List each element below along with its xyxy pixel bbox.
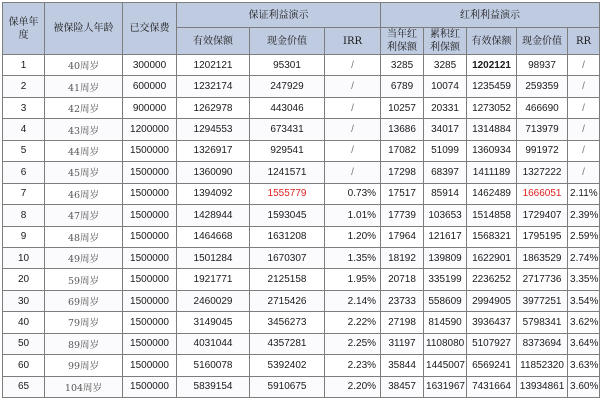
table-row — [3, 333, 600, 354]
cell-guaranteed-cash-value: 929541 — [250, 140, 325, 161]
cell-bonus-irr: 3.54% — [568, 290, 600, 311]
cell-guaranteed-irr: / — [325, 55, 381, 76]
cell-bonus-cash-value: 259359 — [517, 76, 568, 97]
cell-insured-age: 44周岁 — [45, 140, 123, 161]
cell-insured-age: 69周岁 — [45, 290, 123, 311]
cell-bonus-effective-sum: 5107927 — [467, 333, 517, 354]
cell-premium-paid: 1500000 — [123, 376, 177, 397]
cell-bonus-irr: 3.64% — [568, 333, 600, 354]
cell-insured-age: 79周岁 — [45, 312, 123, 333]
cell-annual-bonus: 10257 — [381, 97, 424, 118]
cell-cumulative-bonus: 121617 — [424, 226, 467, 247]
cell-policy-year: 4 — [3, 119, 45, 140]
cell-policy-year: 50 — [3, 333, 45, 354]
cell-bonus-cash-value: 2717736 — [517, 269, 568, 290]
cell-guaranteed-sum: 5160078 — [177, 355, 250, 376]
cell-bonus-effective-sum: 1360934 — [467, 140, 517, 161]
cell-insured-age: 42周岁 — [45, 97, 123, 118]
header-bonus-cash-value: 现金价值 — [517, 28, 568, 55]
benefit-illustration-table — [2, 2, 600, 398]
cell-bonus-irr: / — [568, 76, 600, 97]
cell-guaranteed-sum: 1360090 — [177, 162, 250, 183]
cell-insured-age: 43周岁 — [45, 119, 123, 140]
cell-insured-age: 40周岁 — [45, 55, 123, 76]
cell-bonus-cash-value: 1729407 — [517, 205, 568, 226]
cell-premium-paid: 1500000 — [123, 290, 177, 311]
cell-cumulative-bonus: 1108080 — [424, 333, 467, 354]
cell-guaranteed-irr: 2.25% — [325, 333, 381, 354]
cell-guaranteed-sum: 1501284 — [177, 247, 250, 268]
table-row — [3, 97, 600, 118]
header-premium-paid: 已交保费 — [123, 3, 177, 55]
cell-guaranteed-cash-value: 1593045 — [250, 205, 325, 226]
cell-bonus-effective-sum: 1514858 — [467, 205, 517, 226]
cell-guaranteed-cash-value: 673431 — [250, 119, 325, 140]
cell-guaranteed-sum: 2460029 — [177, 290, 250, 311]
cell-guaranteed-cash-value: 2715426 — [250, 290, 325, 311]
cell-cumulative-bonus: 103653 — [424, 205, 467, 226]
cell-insured-age: 104周岁 — [45, 376, 123, 397]
cell-bonus-effective-sum: 1314884 — [467, 119, 517, 140]
cell-guaranteed-irr: / — [325, 162, 381, 183]
cell-bonus-cash-value: 8373694 — [517, 333, 568, 354]
cell-insured-age: 41周岁 — [45, 76, 123, 97]
cell-insured-age: 59周岁 — [45, 269, 123, 290]
cell-guaranteed-cash-value: 1241571 — [250, 162, 325, 183]
cell-bonus-cash-value: 1795195 — [517, 226, 568, 247]
header-policy-year: 保单年度 — [3, 3, 45, 55]
cell-bonus-cash-value: 1666051 — [517, 183, 568, 204]
cell-cumulative-bonus: 3285 — [424, 55, 467, 76]
cell-annual-bonus: 13686 — [381, 119, 424, 140]
cell-bonus-cash-value: 1327222 — [517, 162, 568, 183]
cell-annual-bonus: 17964 — [381, 226, 424, 247]
cell-bonus-cash-value: 991972 — [517, 140, 568, 161]
table-row — [3, 269, 600, 290]
cell-bonus-effective-sum: 1273052 — [467, 97, 517, 118]
cell-bonus-irr: 2.11% — [568, 183, 600, 204]
header-insured-age: 被保险人年龄 — [45, 3, 123, 55]
cell-guaranteed-cash-value: 1670307 — [250, 247, 325, 268]
cell-guaranteed-irr: 1.01% — [325, 205, 381, 226]
cell-bonus-effective-sum: 1568321 — [467, 226, 517, 247]
cell-guaranteed-cash-value: 5392402 — [250, 355, 325, 376]
header-bonus-effective-sum: 有效保额 — [467, 28, 517, 55]
cell-annual-bonus: 35844 — [381, 355, 424, 376]
cell-bonus-irr: 3.62% — [568, 312, 600, 333]
cell-bonus-irr: 3.60% — [568, 376, 600, 397]
cell-premium-paid: 1500000 — [123, 269, 177, 290]
cell-guaranteed-sum: 1326917 — [177, 140, 250, 161]
cell-bonus-irr: / — [568, 119, 600, 140]
table-header — [3, 3, 600, 55]
cell-cumulative-bonus: 1631967 — [424, 376, 467, 397]
cell-guaranteed-sum: 1262978 — [177, 97, 250, 118]
cell-annual-bonus: 18192 — [381, 247, 424, 268]
cell-cumulative-bonus: 1445007 — [424, 355, 467, 376]
cell-premium-paid: 900000 — [123, 97, 177, 118]
cell-cumulative-bonus: 814590 — [424, 312, 467, 333]
cell-annual-bonus: 3285 — [381, 55, 424, 76]
table-row — [3, 76, 600, 97]
cell-bonus-effective-sum: 2994905 — [467, 290, 517, 311]
cell-bonus-cash-value: 98937 — [517, 55, 568, 76]
cell-bonus-irr: 2.39% — [568, 205, 600, 226]
cell-bonus-effective-sum: 1235459 — [467, 76, 517, 97]
cell-policy-year: 10 — [3, 247, 45, 268]
table-body — [3, 55, 600, 398]
header-effective-sum: 有效保额 — [177, 28, 250, 55]
cell-insured-age: 45周岁 — [45, 162, 123, 183]
table-row — [3, 247, 600, 268]
cell-guaranteed-irr: 2.20% — [325, 376, 381, 397]
table-row — [3, 376, 600, 397]
cell-guaranteed-irr: 1.35% — [325, 247, 381, 268]
cell-annual-bonus: 38457 — [381, 376, 424, 397]
cell-bonus-effective-sum: 6569241 — [467, 355, 517, 376]
cell-policy-year: 7 — [3, 183, 45, 204]
cell-bonus-cash-value: 11852320 — [517, 355, 568, 376]
cell-cumulative-bonus: 335199 — [424, 269, 467, 290]
cell-guaranteed-sum: 1294553 — [177, 119, 250, 140]
header-bonus-benefit: 红利利益演示 — [381, 3, 600, 28]
table-row — [3, 162, 600, 183]
cell-insured-age: 89周岁 — [45, 333, 123, 354]
cell-guaranteed-irr: 1.20% — [325, 226, 381, 247]
cell-annual-bonus: 17739 — [381, 205, 424, 226]
cell-annual-bonus: 17298 — [381, 162, 424, 183]
table-row — [3, 290, 600, 311]
cell-bonus-irr: / — [568, 140, 600, 161]
cell-insured-age: 46周岁 — [45, 183, 123, 204]
cell-premium-paid: 1500000 — [123, 333, 177, 354]
cell-bonus-effective-sum: 1202121 — [467, 55, 517, 76]
cell-premium-paid: 300000 — [123, 55, 177, 76]
cell-bonus-effective-sum: 3936437 — [467, 312, 517, 333]
cell-guaranteed-cash-value: 247929 — [250, 76, 325, 97]
cell-guaranteed-sum: 1202121 — [177, 55, 250, 76]
cell-guaranteed-sum: 3149045 — [177, 312, 250, 333]
table-row — [3, 312, 600, 333]
cell-annual-bonus: 23733 — [381, 290, 424, 311]
table-row — [3, 355, 600, 376]
cell-insured-age: 49周岁 — [45, 247, 123, 268]
cell-guaranteed-sum: 1394092 — [177, 183, 250, 204]
table-row — [3, 205, 600, 226]
cell-guaranteed-cash-value: 95301 — [250, 55, 325, 76]
cell-guaranteed-irr: 1.95% — [325, 269, 381, 290]
cell-bonus-irr: 3.35% — [568, 269, 600, 290]
cell-bonus-irr: 3.63% — [568, 355, 600, 376]
cell-bonus-cash-value: 1863529 — [517, 247, 568, 268]
cell-policy-year: 2 — [3, 76, 45, 97]
cell-cumulative-bonus: 20331 — [424, 97, 467, 118]
cell-annual-bonus: 17517 — [381, 183, 424, 204]
cell-policy-year: 60 — [3, 355, 45, 376]
cell-insured-age: 47周岁 — [45, 205, 123, 226]
cell-premium-paid: 1200000 — [123, 119, 177, 140]
cell-cumulative-bonus: 139809 — [424, 247, 467, 268]
header-cash-value: 现金价值 — [250, 28, 325, 55]
cell-guaranteed-cash-value: 4357281 — [250, 333, 325, 354]
cell-premium-paid: 1500000 — [123, 226, 177, 247]
cell-cumulative-bonus: 558609 — [424, 290, 467, 311]
cell-policy-year: 20 — [3, 269, 45, 290]
cell-guaranteed-irr: 2.14% — [325, 290, 381, 311]
cell-bonus-cash-value: 466690 — [517, 97, 568, 118]
cell-policy-year: 5 — [3, 140, 45, 161]
cell-bonus-effective-sum: 1462489 — [467, 183, 517, 204]
cell-bonus-effective-sum: 1411189 — [467, 162, 517, 183]
cell-policy-year: 1 — [3, 55, 45, 76]
cell-premium-paid: 600000 — [123, 76, 177, 97]
cell-cumulative-bonus: 68397 — [424, 162, 467, 183]
table-row — [3, 119, 600, 140]
cell-guaranteed-sum: 5839154 — [177, 376, 250, 397]
cell-cumulative-bonus: 10074 — [424, 76, 467, 97]
cell-guaranteed-sum: 4031044 — [177, 333, 250, 354]
cell-policy-year: 8 — [3, 205, 45, 226]
cell-bonus-irr: 2.74% — [568, 247, 600, 268]
cell-insured-age: 48周岁 — [45, 226, 123, 247]
cell-annual-bonus: 20718 — [381, 269, 424, 290]
cell-policy-year: 9 — [3, 226, 45, 247]
cell-guaranteed-irr: 0.73% — [325, 183, 381, 204]
cell-guaranteed-sum: 1428944 — [177, 205, 250, 226]
header-bonus-irr: RR — [568, 28, 600, 55]
cell-policy-year: 30 — [3, 290, 45, 311]
cell-bonus-effective-sum: 7431664 — [467, 376, 517, 397]
table-row — [3, 183, 600, 204]
cell-bonus-cash-value: 13934861 — [517, 376, 568, 397]
cell-cumulative-bonus: 85914 — [424, 183, 467, 204]
cell-policy-year: 3 — [3, 97, 45, 118]
table-row — [3, 140, 600, 161]
cell-cumulative-bonus: 51099 — [424, 140, 467, 161]
header-row-group — [3, 3, 600, 28]
cell-annual-bonus: 6789 — [381, 76, 424, 97]
cell-guaranteed-cash-value: 1631208 — [250, 226, 325, 247]
cell-bonus-irr: / — [568, 162, 600, 183]
cell-premium-paid: 1500000 — [123, 247, 177, 268]
cell-bonus-irr: / — [568, 55, 600, 76]
cell-bonus-effective-sum: 1622901 — [467, 247, 517, 268]
cell-guaranteed-irr: / — [325, 119, 381, 140]
cell-bonus-irr: / — [568, 97, 600, 118]
cell-insured-age: 99周岁 — [45, 355, 123, 376]
cell-guaranteed-irr: / — [325, 140, 381, 161]
cell-bonus-cash-value: 5798341 — [517, 312, 568, 333]
cell-guaranteed-sum: 1464668 — [177, 226, 250, 247]
cell-cumulative-bonus: 34017 — [424, 119, 467, 140]
cell-guaranteed-irr: / — [325, 97, 381, 118]
cell-policy-year: 65 — [3, 376, 45, 397]
cell-guaranteed-sum: 1232174 — [177, 76, 250, 97]
header-cumulative-bonus: 累积红利保额 — [424, 28, 467, 55]
cell-premium-paid: 1500000 — [123, 140, 177, 161]
header-irr: IRR — [325, 28, 381, 55]
cell-premium-paid: 1500000 — [123, 312, 177, 333]
table-row — [3, 226, 600, 247]
cell-policy-year: 40 — [3, 312, 45, 333]
cell-bonus-cash-value: 3977251 — [517, 290, 568, 311]
cell-guaranteed-irr: 2.23% — [325, 355, 381, 376]
cell-guaranteed-irr: 2.22% — [325, 312, 381, 333]
cell-bonus-effective-sum: 2236252 — [467, 269, 517, 290]
cell-premium-paid: 1500000 — [123, 355, 177, 376]
cell-guaranteed-cash-value: 5910675 — [250, 376, 325, 397]
cell-guaranteed-cash-value: 1555779 — [250, 183, 325, 204]
cell-bonus-cash-value: 713979 — [517, 119, 568, 140]
cell-annual-bonus: 17082 — [381, 140, 424, 161]
header-annual-bonus: 当年红利保额 — [381, 28, 424, 55]
cell-annual-bonus: 27198 — [381, 312, 424, 333]
cell-premium-paid: 1500000 — [123, 162, 177, 183]
cell-premium-paid: 1500000 — [123, 183, 177, 204]
cell-guaranteed-cash-value: 3456273 — [250, 312, 325, 333]
cell-guaranteed-sum: 1921771 — [177, 269, 250, 290]
cell-guaranteed-cash-value: 443046 — [250, 97, 325, 118]
cell-premium-paid: 1500000 — [123, 205, 177, 226]
cell-policy-year: 6 — [3, 162, 45, 183]
header-guaranteed-benefit: 保证利益演示 — [177, 3, 381, 28]
table-row — [3, 55, 600, 76]
cell-bonus-irr: 2.59% — [568, 226, 600, 247]
cell-annual-bonus: 31197 — [381, 333, 424, 354]
cell-guaranteed-irr: / — [325, 76, 381, 97]
cell-guaranteed-cash-value: 2125158 — [250, 269, 325, 290]
